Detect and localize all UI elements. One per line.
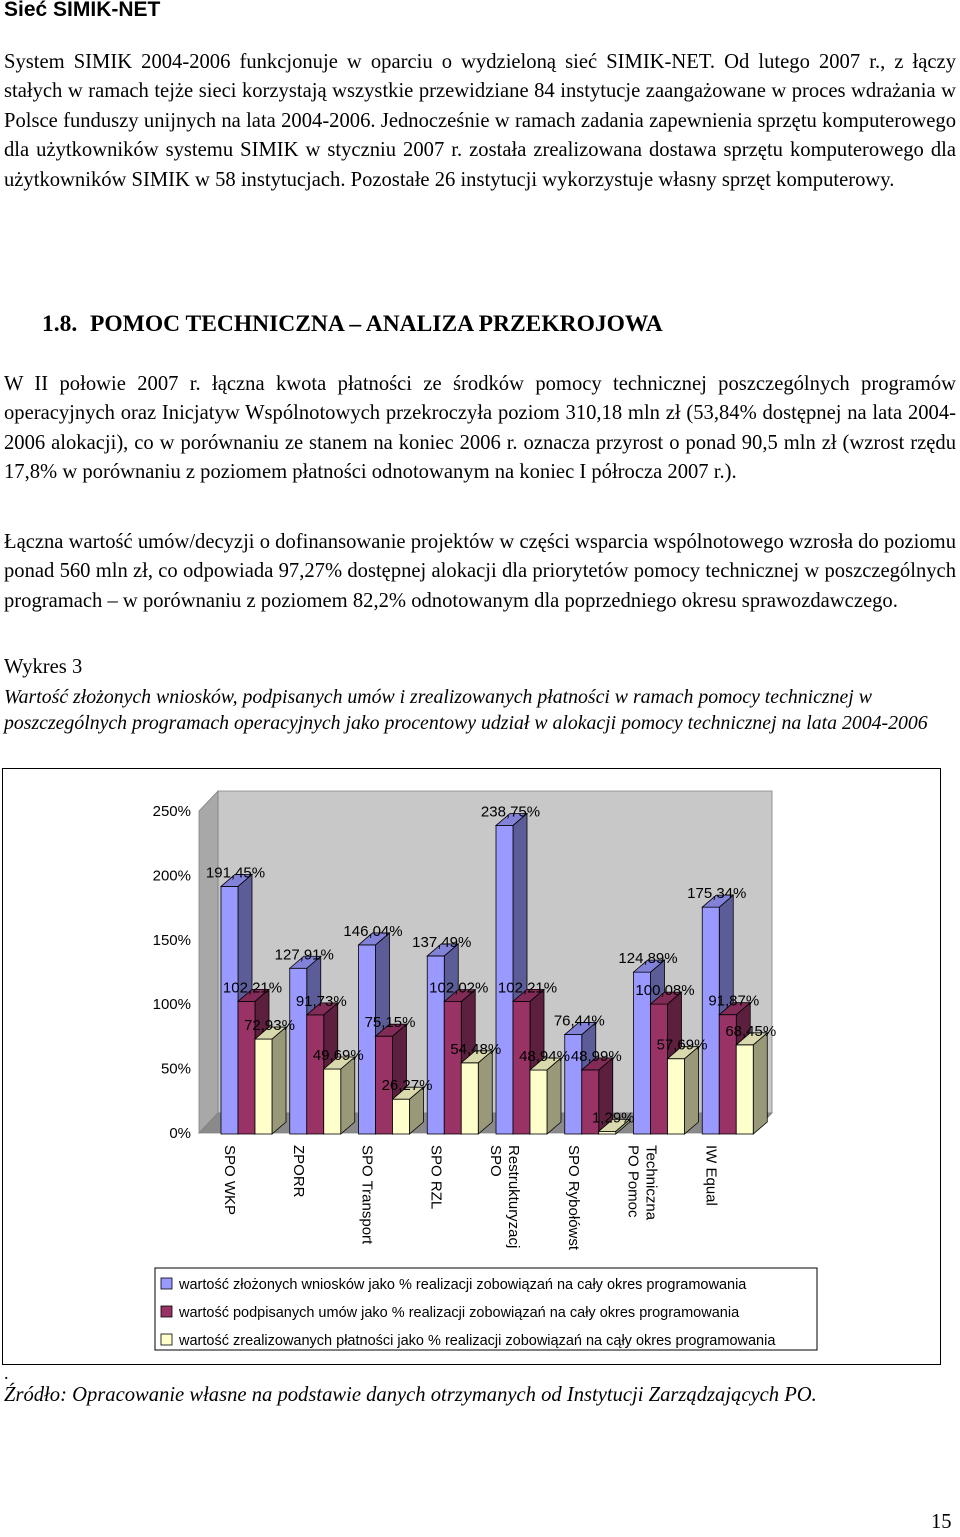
category-label: ZPORR [289, 1145, 307, 1198]
legend-swatch [161, 1334, 172, 1345]
data-label: 54,48% [450, 1040, 502, 1058]
y-tick-label: 0% [169, 1125, 191, 1142]
data-label: 102,21% [497, 979, 558, 997]
legend-swatch [161, 1306, 172, 1317]
category-label: SPO Rybołówst [564, 1145, 582, 1251]
data-label: 102,02% [429, 979, 489, 997]
data-label: 26,27% [381, 1077, 433, 1095]
bar-side [478, 1051, 492, 1134]
bar [324, 1057, 355, 1134]
paragraph-simik-net: System SIMIK 2004-2006 funkcjonuje w oparciu o wydzieloną sieć SIMIK-NET. Od lutego 2007 r., z łączy stałych w ramach tejże sieci korzystają wszystkie przewidziane 84 instytucje zaangażowane w proces wdrażania w Polsce funduszy unijnych na lata 2004-2006. Jednocześnie w ramach zadania zapewnienia sprzętu komputerowego dla użytkowników systemu SIMIK w styczniu 2007 r. została zrealizowana dostawa sprzętu komputerowego dla użytkowników SIMIK w 58 instytucjach. Pozostałe 26 instytucji wykorzystuje własny sprzęt komputerowy. [4, 51, 956, 191]
bar-side [753, 1033, 767, 1134]
bar-front [461, 1063, 478, 1134]
category-label: SPO Transport [358, 1145, 376, 1245]
data-label: 124,89% [618, 950, 678, 968]
figure-caption: Wartość złożonych wniosków, podpisanych umów i zrealizowanych płatności w ramach pomocy technicznej w poszczególnych programach operacyjnych jako procentowy udział w alokacji pomocy technicznej na lata 2004-2006 [4, 686, 928, 734]
page-number: 15 [931, 1511, 952, 1533]
category-label: Restrukturyzacj [505, 1145, 522, 1249]
category-label: SPO WKP [221, 1145, 238, 1216]
bar-front [736, 1045, 753, 1134]
section-title: POMOC TECHNICZNA – ANALIZA PRZEKROJOWA [90, 311, 663, 337]
bar-front [221, 886, 238, 1134]
data-label: 76,44% [553, 1012, 605, 1030]
bar-front [393, 1099, 410, 1134]
legend-entry: wartość złożonych wniosków jako % realizacji zobowiązań na cały okres programowania [179, 1277, 747, 1293]
section-number: 1.8. [42, 311, 78, 337]
data-label: 238,75% [480, 803, 541, 821]
data-label: 102,21% [222, 979, 283, 997]
category-label: Techniczna [642, 1145, 660, 1221]
data-label: 91,73% [295, 992, 347, 1010]
bar [736, 1033, 767, 1134]
data-label: 75,15% [364, 1014, 416, 1032]
data-label: 175,34% [687, 885, 747, 903]
y-tick-label: 250% [152, 803, 191, 820]
bar-side [341, 1057, 355, 1134]
bar [255, 1027, 286, 1134]
subsection-heading: Sieć SIMIK-NET [4, 0, 161, 21]
y-tick-label: 100% [152, 996, 191, 1014]
data-label: 48,99% [570, 1047, 622, 1065]
y-tick-label: 200% [152, 867, 191, 885]
bar-side [272, 1027, 286, 1134]
data-label: 91,87% [708, 992, 760, 1010]
data-label: 1,29% [591, 1109, 635, 1127]
data-label: 57,69% [656, 1036, 708, 1054]
category-label: SPO RZL [427, 1145, 445, 1210]
data-label: 68,45% [725, 1022, 777, 1040]
data-label: 48,94% [519, 1047, 570, 1065]
bar-front [359, 945, 376, 1134]
chart-container [2, 768, 941, 1365]
bar-front [668, 1059, 685, 1134]
bar-front [651, 1004, 668, 1134]
y-tick-label: 150% [152, 931, 191, 949]
category-label: SPO [487, 1145, 504, 1177]
data-label: 191,45% [205, 864, 266, 882]
bar-side [685, 1047, 699, 1134]
chart-side-wall [199, 791, 218, 1133]
data-label: 49,69% [312, 1046, 364, 1064]
source-note: Źródło: Opracowanie własne na podstawie danych otrzymanych od Instytucji Zarządzających PO. [4, 1384, 817, 1406]
bar-front [307, 1015, 324, 1134]
data-label: 72,93% [244, 1017, 295, 1035]
data-label: 137,49% [412, 933, 472, 951]
data-label: 127,91% [274, 946, 334, 964]
data-label: 146,04% [343, 922, 403, 940]
category-label: IW Equal [702, 1145, 720, 1206]
figure-label: Wykres 3 [4, 656, 83, 678]
bar-chart [2, 768, 941, 1365]
bar-front [513, 1001, 530, 1134]
bar [461, 1051, 492, 1134]
legend-entry: wartość podpisanych umów jako % realizacji zobowiązań na cały okres programowania [179, 1305, 740, 1321]
bar-front [324, 1069, 341, 1134]
legend-swatch [161, 1278, 172, 1289]
bar-side [547, 1058, 561, 1134]
category-label: PO Pomoc [624, 1145, 642, 1218]
bar-front [255, 1039, 272, 1134]
legend-entry: wartość zrealizowanych płatności jako % realizacji zobowiązań na cąły okres programowania [179, 1333, 776, 1349]
paragraph-contracts: Łączna wartość umów/decyzji o dofinansowanie projektów w części wsparcia wspólnotowego wzrosła do poziomu ponad 560 mln zł, co odpowiada 97,27% dostępnej alokacji dla priorytetów pomocy technicznej w poszczególnych programach – w porównaniu z poziomem 82,2% odnotowanym dla poprzedniego okresu sprawozdawczego. [4, 531, 956, 612]
paragraph-payments: W II połowie 2007 r. łączna kwota płatności ze środków pomocy technicznej poszczególnych programów operacyjnych oraz Inicjatyw Wspólnotowych przekroczyła poziom 310,18 mln zł (53,84% dostępnej na lata 2004-2006 alokacji), co w porównaniu ze stanem na koniec 2006 r. oznacza przyrost o ponad 90,5 mln zł (wzrost rzędu 17,8% w porównaniu z poziomem płatności odnotowanym na koniec I półrocza 2007 r.). [4, 373, 956, 484]
bar [530, 1058, 561, 1134]
stray-dot: . [4, 1363, 9, 1383]
bar [668, 1047, 699, 1134]
bar-front [530, 1070, 547, 1134]
y-tick-label: 50% [160, 1060, 191, 1078]
bar-front [702, 907, 719, 1134]
bar-front [444, 1002, 461, 1134]
data-label: 100,08% [635, 982, 695, 1000]
section-heading [42, 311, 663, 338]
